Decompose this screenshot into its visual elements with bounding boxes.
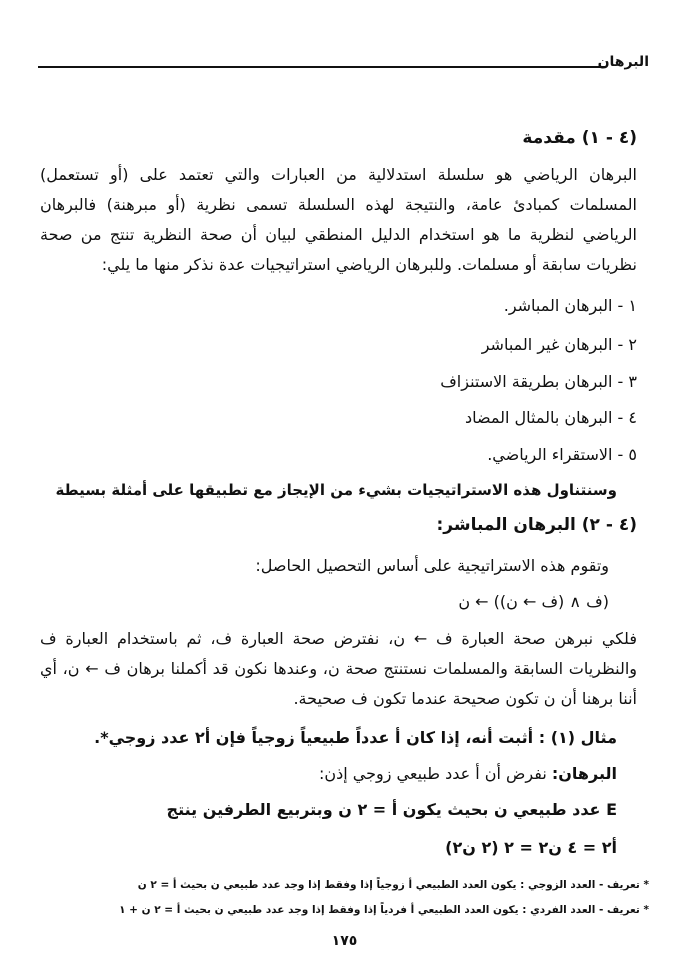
direct-proof-intro: وتقوم هذه الاستراتيجية على أساس التحصيل الحاصل: <box>255 556 609 575</box>
list-item: ٣ - البرهان بطريقة الاستنزاف <box>440 372 637 391</box>
closing-sentence: وسنتناول هذه الاستراتيجيات بشيء من الإيجاز مع تطبيقها على أمثلة بسيطة <box>55 481 617 499</box>
list-item: ٥ - الاستقراء الرياضي. <box>487 445 637 464</box>
proof-start <box>319 764 617 783</box>
direct-proof-paragraph: فلكي نبرهن صحة العبارة ف ← ن، نفترض صحة العبارة ف، ثم باستخدام العبارة ف والنظريات السابقة والمسلمات نستنتج صحة ن، وعندها نكون قد أكملنا برهان ف ← ن، أي أننا برهنا أن ن تكون صحيحة عندما تكون ف صحيحة. <box>40 629 637 708</box>
example-statement: مثال (١) : أثبت أنه، إذا كان أ عدداً طبيعياً زوجياً فإن أ٢ عدد زوجي*. <box>94 728 617 747</box>
section-title-direct-proof: (٤ - ٢) البرهان المباشر: <box>436 515 637 535</box>
header-rule <box>38 66 606 68</box>
list-item: ١ - البرهان المباشر. <box>503 296 637 315</box>
proof-label: البرهان: <box>551 764 617 783</box>
section-title-introduction: (٤ - ١) مقدمة <box>522 128 637 148</box>
list-item: ٤ - البرهان بالمثال المضاد <box>465 408 637 427</box>
footnote-even: * تعريف - العدد الزوجي : يكون العدد الطبيعي أ زوجياً إذا وفقط إذا وجد عدد طبيعي ن بحيث أ = ٢ ن <box>137 879 649 891</box>
running-header: البرهان <box>597 54 649 70</box>
footnote-odd: * تعريف - العدد الفردي : يكون العدد الطبيعي أ فردياً إذا وفقط إذا وجد عدد طبيعي ن بحيث أ = ٢ ن + ١ <box>119 904 649 916</box>
intro-paragraph: البرهان الرياضي هو سلسلة استدلالية من العبارات والتي تعتمد على (أو تستعمل) المسلمات كمبادئ عامة، والنتيجة لهذه السلسلة تسمى نظرية (أو مبرهنة) فالبرهان الرياضي لنظرية ما هو استخدام الدليل المنطقي لبيان أن صحة النظرية تنتج من صحة نظريات سابقة أو مسلمات. وللبرهان الرياضي استراتيجيات عدة نذكر منها ما يلي: <box>40 165 637 274</box>
proof-line: E عدد طبيعي ن بحيث يكون أ = ٢ ن وبتربيع الطرفين ينتج <box>166 800 617 819</box>
page-number: ١٧٥ <box>331 933 358 949</box>
proof-line: نفرض أن أ عدد طبيعي زوجي إذن: <box>318 764 547 783</box>
tautology-formula: (ف ∧ (ف ← ن)) ← ن <box>458 592 609 611</box>
list-item: ٢ - البرهان غير المباشر <box>481 335 637 354</box>
proof-line: أ٢ = ٤ ن٢ = ٢ (٢ ن٢) <box>445 838 617 857</box>
